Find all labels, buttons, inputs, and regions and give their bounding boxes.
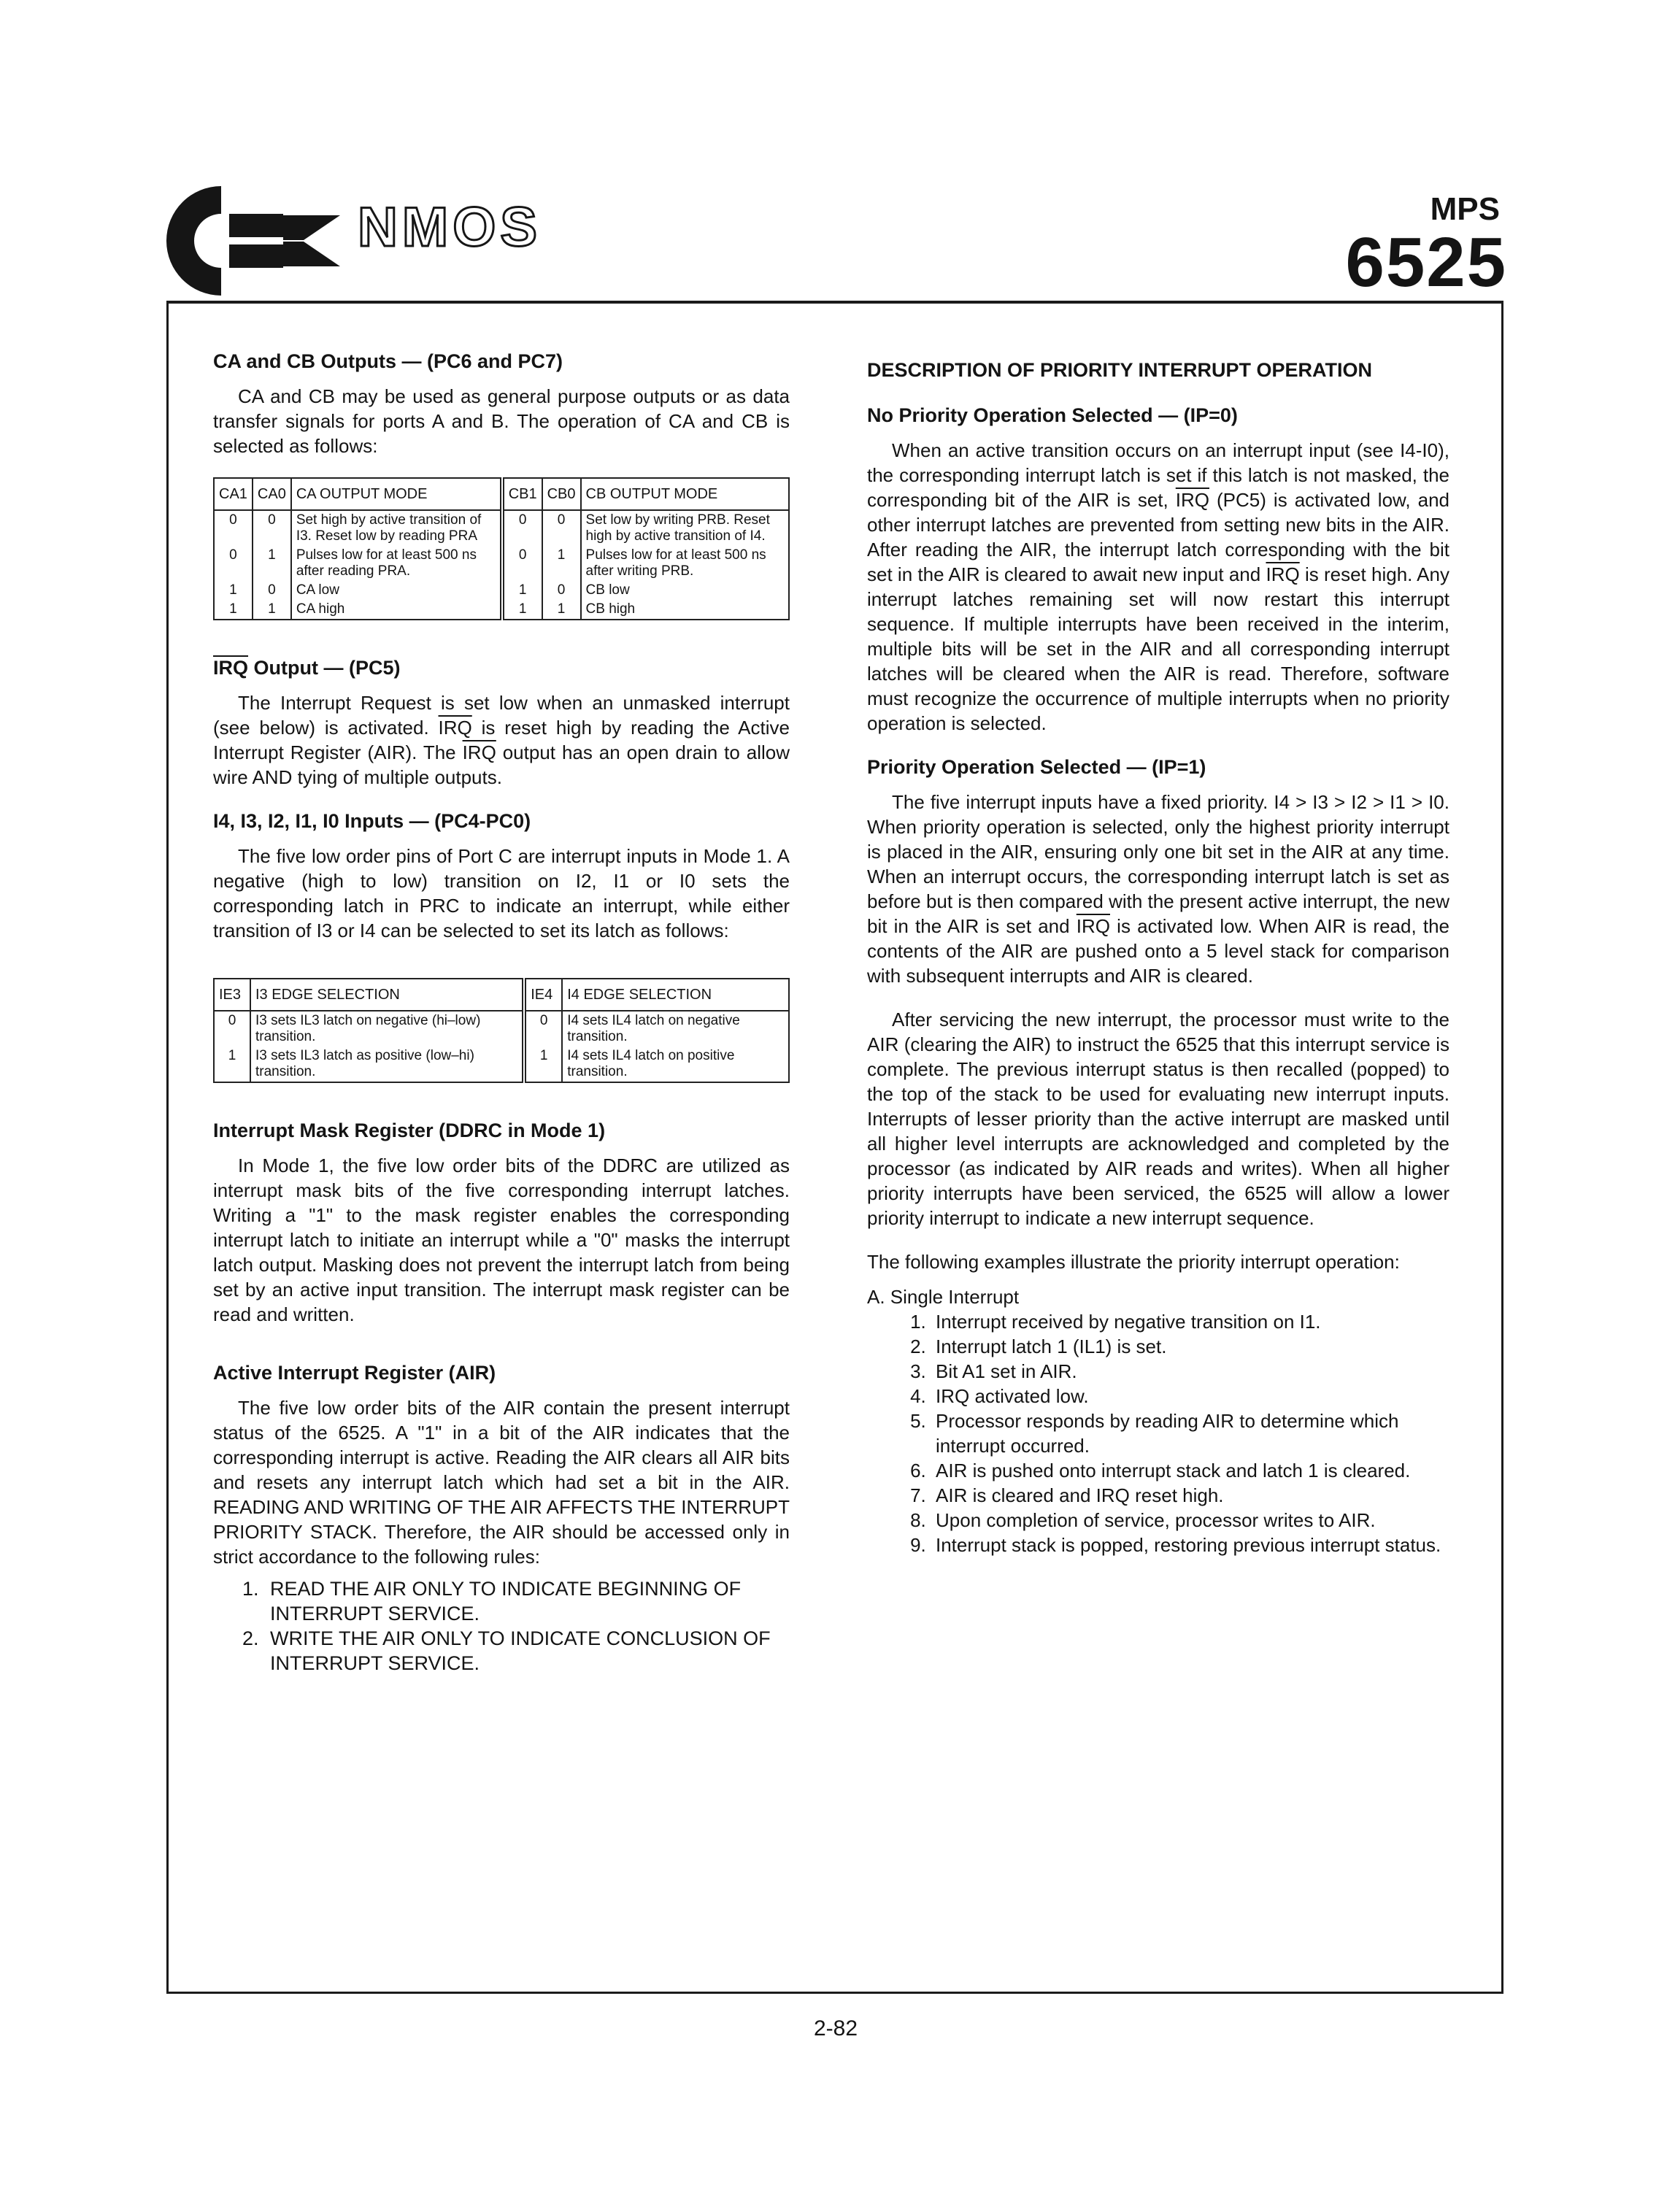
- irq-overline: $\overline{IRQ}$: [438, 717, 472, 739]
- ca-cb-table: [213, 477, 790, 620]
- section-title-priority-selected: Priority Operation Selected — (IP=1): [867, 756, 1206, 778]
- col-header: CB0: [542, 478, 581, 510]
- col-header: CB OUTPUT MODE: [581, 478, 789, 510]
- table-cell: 0: [214, 510, 253, 546]
- list-item: 3. Bit A1 set in AIR.: [931, 1359, 1449, 1384]
- text-run: When an active transition occurs on an interrupt input (see I4-I0), the corresponding interrupt latch is set if this latch is not masked, the corresponding bit of the AIR is set,: [867, 439, 1449, 511]
- table-row: [214, 1011, 789, 1047]
- text-run: The five interrupt inputs have a fixed priority. I4 > I3 > I2 > I1 > I0. When priority operation is selected, only the highest priority interrupt is placed in the AIR, ensuring only one bit set in the AIR at any time. When an interrupt occurs, the corresponding interrupt latch is set as before but is then compared with the present active interrupt, the new bit in the AIR is set and: [867, 791, 1449, 937]
- list-item: 2. Interrupt latch 1 (IL1) is set.: [931, 1334, 1449, 1359]
- table-cell: 0: [253, 581, 291, 600]
- table-cell: CA high: [291, 600, 502, 620]
- table-cell: 0: [524, 1011, 562, 1047]
- table-row: [214, 546, 789, 581]
- text-run: (PC5) is activated low, and other interrupt latches are prevented from setting new bits in the AIR. After reading the AIR, the interrupt latch corresponding with the bit set in the AIR is cleared to await new input and: [867, 489, 1449, 585]
- table-cell: Pulses low for at least 500 ns after writing PRB.: [581, 546, 789, 581]
- no-priority-paragraph: [867, 438, 1449, 736]
- table-cell: I4 sets IL4 latch on positive transition.: [562, 1047, 789, 1082]
- list-item: 6. AIR is pushed onto interrupt stack and latch 1 is cleared.: [931, 1458, 1449, 1483]
- left-column: [213, 349, 790, 1676]
- text-run: is reset high by reading the Active Interrupt Register (AIR). The: [213, 717, 790, 763]
- table-cell: Set high by active transition of I3. Reset low by reading PRA: [291, 510, 502, 546]
- irq-overline: IRQ: [213, 657, 249, 679]
- table-row: [214, 1047, 789, 1082]
- list-item: 9. Interrupt stack is popped, restoring previous interrupt status.: [931, 1533, 1449, 1557]
- col-header: CB1: [502, 478, 542, 510]
- table-header-row: [214, 979, 789, 1011]
- table-cell: 1: [214, 581, 253, 600]
- col-header: I4 EDGE SELECTION: [562, 979, 789, 1011]
- table-cell: 0: [542, 510, 581, 546]
- table-cell: CB low: [581, 581, 789, 600]
- col-header: IE3: [214, 979, 250, 1011]
- table-cell: 0: [542, 581, 581, 600]
- col-header: I3 EDGE SELECTION: [250, 979, 524, 1011]
- text-run: output has an open drain to allow wire AND tying of multiple outputs.: [213, 741, 790, 788]
- list-item: 7. AIR is cleared and IRQ reset high.: [931, 1483, 1449, 1508]
- section-title-no-priority: No Priority Operation Selected — (IP=0): [867, 404, 1238, 426]
- commodore-logo: [166, 186, 340, 296]
- table-cell: 1: [502, 581, 542, 600]
- col-header: CA1: [214, 478, 253, 510]
- priority-paragraph-1: [867, 790, 1449, 988]
- irq-overline: $\overline{IRQ}$: [1076, 915, 1110, 937]
- mps-prefix: MPS: [1430, 191, 1500, 227]
- col-header: CA0: [253, 478, 291, 510]
- right-column: [867, 358, 1449, 1557]
- table-cell: 0: [253, 510, 291, 546]
- text-run: is activated low. When AIR is read, the contents of the AIR are pushed onto a 5 level stack for comparison with subsequent interrupts and AIR is cleared.: [867, 915, 1449, 987]
- col-header: CA OUTPUT MODE: [291, 478, 502, 510]
- section-title-mask-register: Interrupt Mask Register (DDRC in Mode 1): [213, 1120, 606, 1141]
- section-title-priority: DESCRIPTION OF PRIORITY INTERRUPT OPERATION: [867, 359, 1373, 381]
- table-cell: I3 sets IL3 latch on negative (hi–low) transition.: [250, 1011, 524, 1047]
- table-cell: 1: [524, 1047, 562, 1082]
- table-header-row: [214, 478, 789, 510]
- table-row: [214, 600, 789, 620]
- irq-overline: $\overline{IRQ}$: [1266, 563, 1300, 585]
- text-run: is reset high. Any interrupt latches remaining set will now restart this interrupt sequence. If multiple interrupts have been received in the interim, multiple bits will be set in the AIR and all corresponding interrupt latches will be cleared when the AIR is read. Therefore, software must recognize the occurrence of multiple interrupts when no priority operation is selected.: [867, 563, 1449, 734]
- text-run: The Interrupt Request is set low when an unmasked interrupt (see below) is activated.: [213, 692, 790, 739]
- irq-overline: $\overline{IRQ}$: [1175, 489, 1209, 511]
- section-title-inputs: I4, I3, I2, I1, I0 Inputs — (PC4-PC0): [213, 810, 531, 832]
- list-item: 1. Interrupt received by negative transition on I1.: [931, 1309, 1449, 1334]
- priority-paragraph-3: The following examples illustrate the priority interrupt operation:: [867, 1251, 1400, 1273]
- list-item: 5. Processor responds by reading AIR to determine which interrupt occurred.: [931, 1408, 1449, 1458]
- table-cell: 0: [214, 1011, 250, 1047]
- table-cell: I3 sets IL3 latch as positive (low–hi) transition.: [250, 1047, 524, 1082]
- table-cell: 1: [253, 546, 291, 581]
- edge-selection-table: [213, 978, 790, 1083]
- section-title-irq-output: [213, 655, 790, 680]
- section-title-air: Active Interrupt Register (AIR): [213, 1362, 496, 1384]
- table-cell: 0: [502, 510, 542, 546]
- list-item: 4. IRQ activated low.: [931, 1384, 1449, 1408]
- priority-paragraph-2: After servicing the new interrupt, the processor must write to the AIR (clearing the AIR) to instruct the 6525 that this interrupt service is complete. The previous interrupt status is then recalled (popped) to the top of the stack to be used for evaluating new interrupt inputs. Interrupts of lesser priority than the active interrupt are masked until all higher level interrupts are acknowledged and completed by the processor (as indicated by AIR reads and writes). When all higher priority interrupts have been serviced, the 6525 will allow a lower priority interrupt to indicate a new interrupt sequence.: [867, 1009, 1449, 1229]
- table-cell: 1: [502, 600, 542, 620]
- table-cell: 1: [214, 1047, 250, 1082]
- section-title-ca-cb: CA and CB Outputs — (PC6 and PC7): [213, 350, 563, 372]
- irq-overline: $\overline{IRQ}$: [462, 741, 496, 763]
- nmos-label: NMOS: [358, 196, 542, 258]
- table-cell: 0: [214, 546, 253, 581]
- list-item: 1. READ THE AIR ONLY TO INDICATE BEGINNING OF INTERRUPT SERVICE.: [264, 1576, 790, 1626]
- mask-register-paragraph: In Mode 1, the five low order bits of the DDRC are utilized as interrupt mask bits of the five corresponding interrupt latches. Writing a "1" to the mask register enables the corresponding interrupt latch to initiate an interrupt while a "0" masks the interrupt latch output. Masking does not prevent the interrupt latch from being set by an active input transition. The interrupt mask register can be read and written.: [213, 1155, 790, 1325]
- table-cell: I4 sets IL4 latch on negative transition.: [562, 1011, 789, 1047]
- irq-output-paragraph: [213, 690, 790, 790]
- table-cell: CA low: [291, 581, 502, 600]
- table-cell: 1: [542, 546, 581, 581]
- irq-title-rest: Output — (PC5): [248, 657, 401, 679]
- table-cell: Set low by writing PRB. Reset high by active transition of I4.: [581, 510, 789, 546]
- air-paragraph: The five low order bits of the AIR contain the present interrupt status of the 6525. A "1" in a bit of the AIR indicates that the corresponding interrupt is active. Reading the AIR clears all AIR bits and resets any interrupt latch which had set a bit in the AIR. READING AND WRITING OF THE AIR AFFECTS THE INTERRUPT PRIORITY STACK. Therefore, the AIR should be accessed only in strict accordance to the following rules:: [213, 1397, 790, 1568]
- table-cell: 1: [214, 600, 253, 620]
- example-steps-list: [867, 1309, 1449, 1557]
- air-rules-list: [213, 1576, 790, 1676]
- part-number: 6525: [1345, 223, 1507, 301]
- col-header: IE4: [524, 979, 562, 1011]
- list-item: 2. WRITE THE AIR ONLY TO INDICATE CONCLUSION OF INTERRUPT SERVICE.: [264, 1626, 790, 1676]
- inputs-paragraph: The five low order pins of Port C are interrupt inputs in Mode 1. A negative (high to low) transition on I2, I1 or I0 sets the corresponding latch in PRC to indicate an interrupt, while either transition of I3 or I4 can be selected to set its latch as follows:: [213, 845, 790, 941]
- table-cell: CB high: [581, 600, 789, 620]
- example-label: A. Single Interrupt: [867, 1286, 1020, 1308]
- page-number: 2-82: [814, 2016, 858, 2040]
- table-cell: 0: [502, 546, 542, 581]
- table-cell: 1: [542, 600, 581, 620]
- table-cell: 1: [253, 600, 291, 620]
- ca-cb-paragraph: CA and CB may be used as general purpose outputs or as data transfer signals for ports A and B. The operation of CA and CB is selected as follows:: [213, 385, 790, 457]
- table-row: [214, 581, 789, 600]
- list-item: 8. Upon completion of service, processor writes to AIR.: [931, 1508, 1449, 1533]
- table-cell: Pulses low for at least 500 ns after reading PRA.: [291, 546, 502, 581]
- table-row: [214, 510, 789, 546]
